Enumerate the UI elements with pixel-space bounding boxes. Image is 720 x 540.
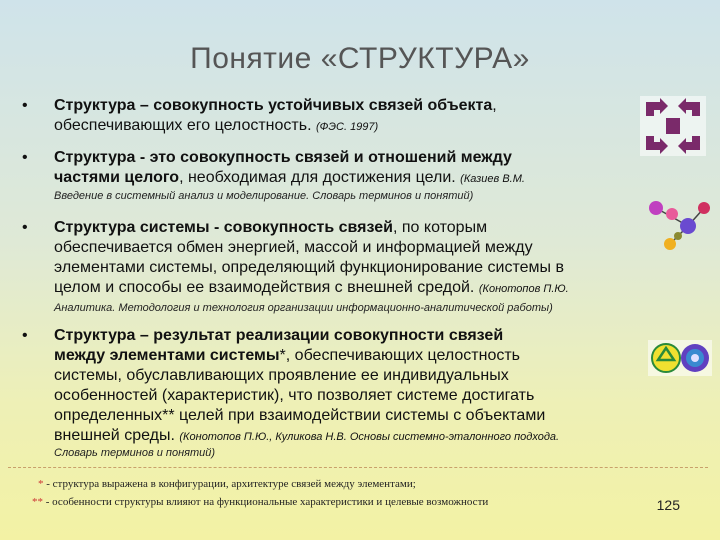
b3-line1-bold: Структура системы - совокупность связей <box>54 219 393 236</box>
page-title: Понятие «СТРУКТУРА» <box>190 42 530 75</box>
b3-source: Аналитика. Методология и технология организации информационно-аналитической работы) <box>54 302 553 314</box>
b2-source: Введение в системный анализ и моделирование. Словарь терминов и понятий) <box>54 190 474 202</box>
b4-line3: системы, обуславливающих проявление ее индивидуальных <box>54 367 509 384</box>
footnote-2 <box>32 496 488 508</box>
b3-line4: целом и способы ее взаимодействия с внешней средой. <box>54 279 475 296</box>
b2-line2-rest: , необходимая для достижения цели. <box>179 169 456 186</box>
footnote-separator <box>8 467 708 468</box>
b1-citation: (ФЭС. 1997) <box>315 121 379 133</box>
b1-line2: обеспечивающих его целостность. <box>54 117 312 134</box>
b4-line2-bold: между элементами системы <box>54 347 280 364</box>
b4-line2-rest: , обеспечивающих целостность <box>285 347 521 364</box>
b2-line2-bold: частями целого <box>54 169 180 186</box>
b3-citation: (Конотопов П.Ю. <box>478 283 569 295</box>
b4-line5b: целей при взаимодействии системы с объектами <box>174 407 546 424</box>
page-number: 125 <box>656 497 680 513</box>
footnote-1-mark: * <box>38 478 44 490</box>
b4-line4: особенностей (характеристик), что позволяет системе достигать <box>54 387 535 404</box>
footnote-1-text: - структура выражена в конфигурации, архитектуре связей между элементами; <box>43 478 416 490</box>
b3-line1-rest: , по которым <box>393 219 488 236</box>
arrows-cycle-icon <box>640 96 706 156</box>
b4-line1: Структура – результат реализации совокупности связей <box>54 327 504 344</box>
bullet-marker: • <box>22 97 28 114</box>
b3-line3: элементами системы, определяющий функционирование системы в <box>54 259 564 276</box>
b2-citation: (Казиев В.М. <box>460 173 525 185</box>
footnote-2-mark: ** <box>32 496 43 508</box>
recycle-icon <box>648 340 712 376</box>
b1-rest: , <box>492 97 497 114</box>
b4-star: * <box>279 347 286 364</box>
molecule-icon <box>648 186 712 256</box>
b2-line1: Структура - это совокупность связей и отношений между <box>54 149 512 166</box>
footnote-2-text: - особенности структуры влияют на функциональные характеристики и целевые возможности <box>43 496 489 508</box>
b4-line6: внешней среды. <box>54 427 175 444</box>
bullet-marker: • <box>22 149 28 166</box>
footnote-1 <box>38 478 416 490</box>
b4-source: Словарь терминов и понятий) <box>54 447 216 459</box>
b4-line5a: определенных <box>54 407 163 424</box>
b4-double-star: ** <box>162 407 175 424</box>
b1-bold-text: Структура – совокупность устойчивых связей объекта <box>54 97 493 114</box>
b3-line2: обеспечивается обмен энергией, массой и информацией между <box>54 239 533 256</box>
b4-citation: (Конотопов П.Ю., Куликова Н.В. Основы системно-эталонного подхода. <box>179 431 560 443</box>
bullet-marker: • <box>22 219 28 236</box>
bullet-marker: • <box>22 327 28 344</box>
